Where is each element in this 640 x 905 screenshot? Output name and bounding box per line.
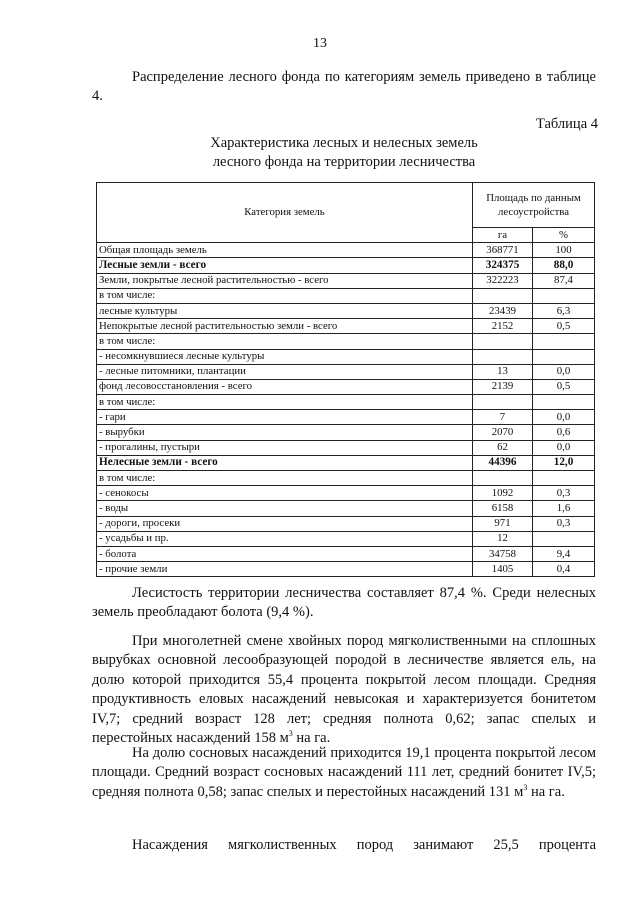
- row-pct: 0,0: [533, 410, 595, 425]
- row-ha: 322223: [473, 273, 533, 288]
- table-row: [97, 501, 595, 516]
- row-pct: 12,0: [533, 455, 595, 470]
- table-row: [97, 546, 595, 561]
- row-ha: 1405: [473, 562, 533, 577]
- row-pct: 0,0: [533, 440, 595, 455]
- row-ha: 368771: [473, 243, 533, 258]
- row-label: лесные культуры: [97, 303, 473, 318]
- table-row: [97, 273, 595, 288]
- header-area: Площадь по данным лесоустройства: [473, 183, 595, 228]
- row-label: - вырубки: [97, 425, 473, 440]
- table-row: [97, 258, 595, 273]
- row-label: - усадьбы и пр.: [97, 531, 473, 546]
- pine-paragraph: [92, 744, 596, 802]
- row-label: - дороги, просеки: [97, 516, 473, 531]
- intro-text: Распределение лесного фонда по категориям земель приведено в таблице 4.: [92, 69, 596, 105]
- row-pct: [533, 531, 595, 546]
- table-row: [97, 303, 595, 318]
- row-pct: 0,4: [533, 562, 595, 577]
- row-pct: 0,6: [533, 425, 595, 440]
- page-number: 13: [313, 36, 327, 51]
- row-pct: 0,5: [533, 319, 595, 334]
- row-pct: [533, 395, 595, 410]
- header-pct: %: [533, 228, 595, 243]
- row-pct: 6,3: [533, 303, 595, 318]
- row-pct: 1,6: [533, 501, 595, 516]
- row-pct: 0,5: [533, 379, 595, 394]
- row-ha: 62: [473, 440, 533, 455]
- row-label: Общая площадь земель: [97, 243, 473, 258]
- row-label: Непокрытые лесной растительностью земли - всего: [97, 319, 473, 334]
- row-ha: 2152: [473, 319, 533, 334]
- table-row: [97, 410, 595, 425]
- row-pct: 0,3: [533, 516, 595, 531]
- table-row: [97, 288, 595, 303]
- table-row: [97, 364, 595, 379]
- row-label: фонд лесовосстановления - всего: [97, 379, 473, 394]
- row-ha: 23439: [473, 303, 533, 318]
- table-row: [97, 471, 595, 486]
- row-label: в том числе:: [97, 395, 473, 410]
- row-ha: 971: [473, 516, 533, 531]
- table-row: [97, 516, 595, 531]
- row-label: в том числе:: [97, 334, 473, 349]
- para2-superscript: 3: [288, 729, 293, 739]
- spruce-paragraph: [92, 632, 596, 748]
- para2-end: на га.: [292, 730, 331, 747]
- row-ha: 6158: [473, 501, 533, 516]
- row-ha: 7: [473, 410, 533, 425]
- row-ha: 34758: [473, 546, 533, 561]
- table-caption: [92, 134, 596, 172]
- row-ha: 324375: [473, 258, 533, 273]
- row-ha: [473, 349, 533, 364]
- table-row: [97, 486, 595, 501]
- row-label: Земли, покрытые лесной растительностью - всего: [97, 273, 473, 288]
- row-ha: 12: [473, 531, 533, 546]
- row-label: - лесные питомники, плантации: [97, 364, 473, 379]
- table-row: [97, 425, 595, 440]
- intro-paragraph: [92, 68, 596, 107]
- para1-text: Лесистость территории лесничества составляет 87,4 %. Среди нелесных земель преобладают болота (9,4 %).: [92, 585, 596, 621]
- row-pct: [533, 334, 595, 349]
- row-pct: 100: [533, 243, 595, 258]
- row-pct: 0,0: [533, 364, 595, 379]
- table-row: [97, 531, 595, 546]
- table-header-row: [97, 183, 595, 228]
- table-row: [97, 395, 595, 410]
- row-pct: [533, 471, 595, 486]
- table-row: [97, 379, 595, 394]
- land-category-table: [96, 182, 595, 577]
- caption-line-2: лесного фонда на территории лесничества: [212, 154, 476, 170]
- row-ha: [473, 334, 533, 349]
- table-row: [97, 243, 595, 258]
- row-ha: [473, 471, 533, 486]
- row-label: - воды: [97, 501, 473, 516]
- caption-line-1: Характеристика лесных и нелесных земель: [210, 135, 478, 151]
- row-pct: [533, 288, 595, 303]
- row-ha: 44396: [473, 455, 533, 470]
- row-label: в том числе:: [97, 288, 473, 303]
- row-ha: 13: [473, 364, 533, 379]
- row-pct: 9,4: [533, 546, 595, 561]
- row-label: в том числе:: [97, 471, 473, 486]
- row-label: Лесные земли - всего: [97, 258, 473, 273]
- para3-text: На долю сосновых насаждений приходится 19,1 процента покрытой лесом площади. Средний возраст сосновых насаждений 111 лет, средний бонитет IV,5; средняя полнота 0,58; запас спелых и перестойных насаждений 131 м: [92, 745, 596, 800]
- row-label: Нелесные земли - всего: [97, 455, 473, 470]
- table-row: [97, 319, 595, 334]
- row-pct: 0,3: [533, 486, 595, 501]
- row-ha: [473, 395, 533, 410]
- row-label: - сенокосы: [97, 486, 473, 501]
- row-label: - прогалины, пустыри: [97, 440, 473, 455]
- header-ha: га: [473, 228, 533, 243]
- row-label: - гари: [97, 410, 473, 425]
- row-ha: 1092: [473, 486, 533, 501]
- table-row: [97, 349, 595, 364]
- row-pct: [533, 349, 595, 364]
- header-category: Категория земель: [97, 183, 473, 243]
- row-ha: 2070: [473, 425, 533, 440]
- table-row: [97, 440, 595, 455]
- row-label: - несомкнувшиеся лесные культуры: [97, 349, 473, 364]
- para3-end: на га.: [527, 783, 565, 800]
- row-ha: [473, 288, 533, 303]
- row-ha: 2139: [473, 379, 533, 394]
- forest-cover-paragraph: [92, 584, 596, 623]
- para3-superscript: 3: [523, 782, 528, 792]
- table-row: [97, 562, 595, 577]
- softwood-paragraph: [92, 836, 596, 855]
- row-label: - прочие земли: [97, 562, 473, 577]
- table-label: Таблица 4: [535, 116, 598, 132]
- table-row: [97, 455, 595, 470]
- row-pct: 87,4: [533, 273, 595, 288]
- para4-text: Насаждения мягколиственных пород занимают 25,5 процента: [132, 837, 596, 853]
- table-row: [97, 334, 595, 349]
- para2-text: При многолетней смене хвойных пород мягколиственными на сплошных вырубках основной лесообразующей породой в лесничестве является ель, на долю которой приходится 55,4 процента покрытой лесом площади. Средняя продуктивность еловых насаждений невысокая и характеризуется бонитетом IV,7; средний возраст 128 лет; средняя полнота 0,62; запас спелых и перестойных насаждений 158 м: [92, 633, 596, 747]
- row-pct: 88,0: [533, 258, 595, 273]
- row-label: - болота: [97, 546, 473, 561]
